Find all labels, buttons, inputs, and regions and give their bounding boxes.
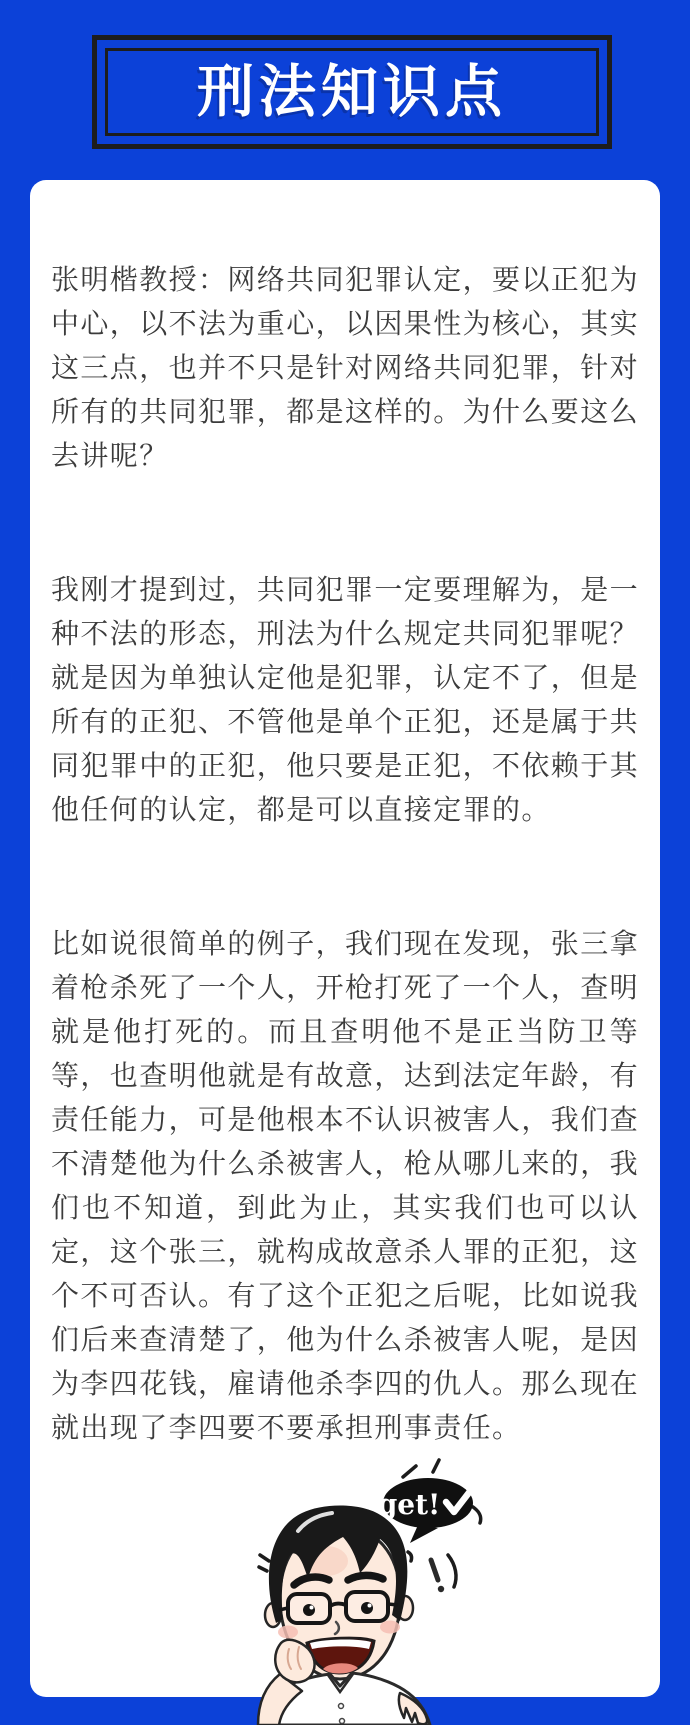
professor-character [258,1505,430,1725]
bubble-text: get! [377,1488,441,1521]
paragraph-3: 比如说很简单的例子，我们现在发现，张三拿着枪杀死了一个人，开枪打死了一个人，查明就是他打死的。而且查明他不是正当防卫等等，也查明他就是有故意，达到法定年龄，有责任能力，可是他根本不认识被害人，我们查不清楚他为什么杀被害人，枪从哪儿来的，我们也不知道，到此为止，其实我们也可以认定，这个张三，就构成故意杀人罪的正犯，这个不可否认。有了这个正犯之后呢，比如说我们后来查清楚了，他为什么杀被害人呢，是因为李四花钱，雇请他杀李四的仇人。那么现在就出现了李四要不要承担刑事责任。 [51,928,640,1443]
page-title: 刑法知识点 [197,59,507,124]
professor-mascot-illustration [250,1455,495,1725]
exclamation-icon [431,1560,444,1592]
title-frame-inner [105,48,599,136]
paragraph-1: 张明楷教授：网络共同犯罪认定，要以正犯为中心，以不法为重心，以因果性为核心，其实这三点，也并不只是针对网络共同犯罪，针对所有的共同犯罪，都是这样的。为什么要这么去讲呢？ [51,264,640,471]
title-frame [92,35,612,149]
paragraph-2: 我刚才提到过，共同犯罪一定要理解为，是一种不法的形态，刑法为什么规定共同犯罪呢？就是因为单独认定他是犯罪，认定不了，但是所有的正犯、不管他是单个正犯，还是属于共同犯罪中的正犯，他只要是正犯，不依赖于其他任何的认定，都是可以直接定罪的。 [51,574,640,825]
